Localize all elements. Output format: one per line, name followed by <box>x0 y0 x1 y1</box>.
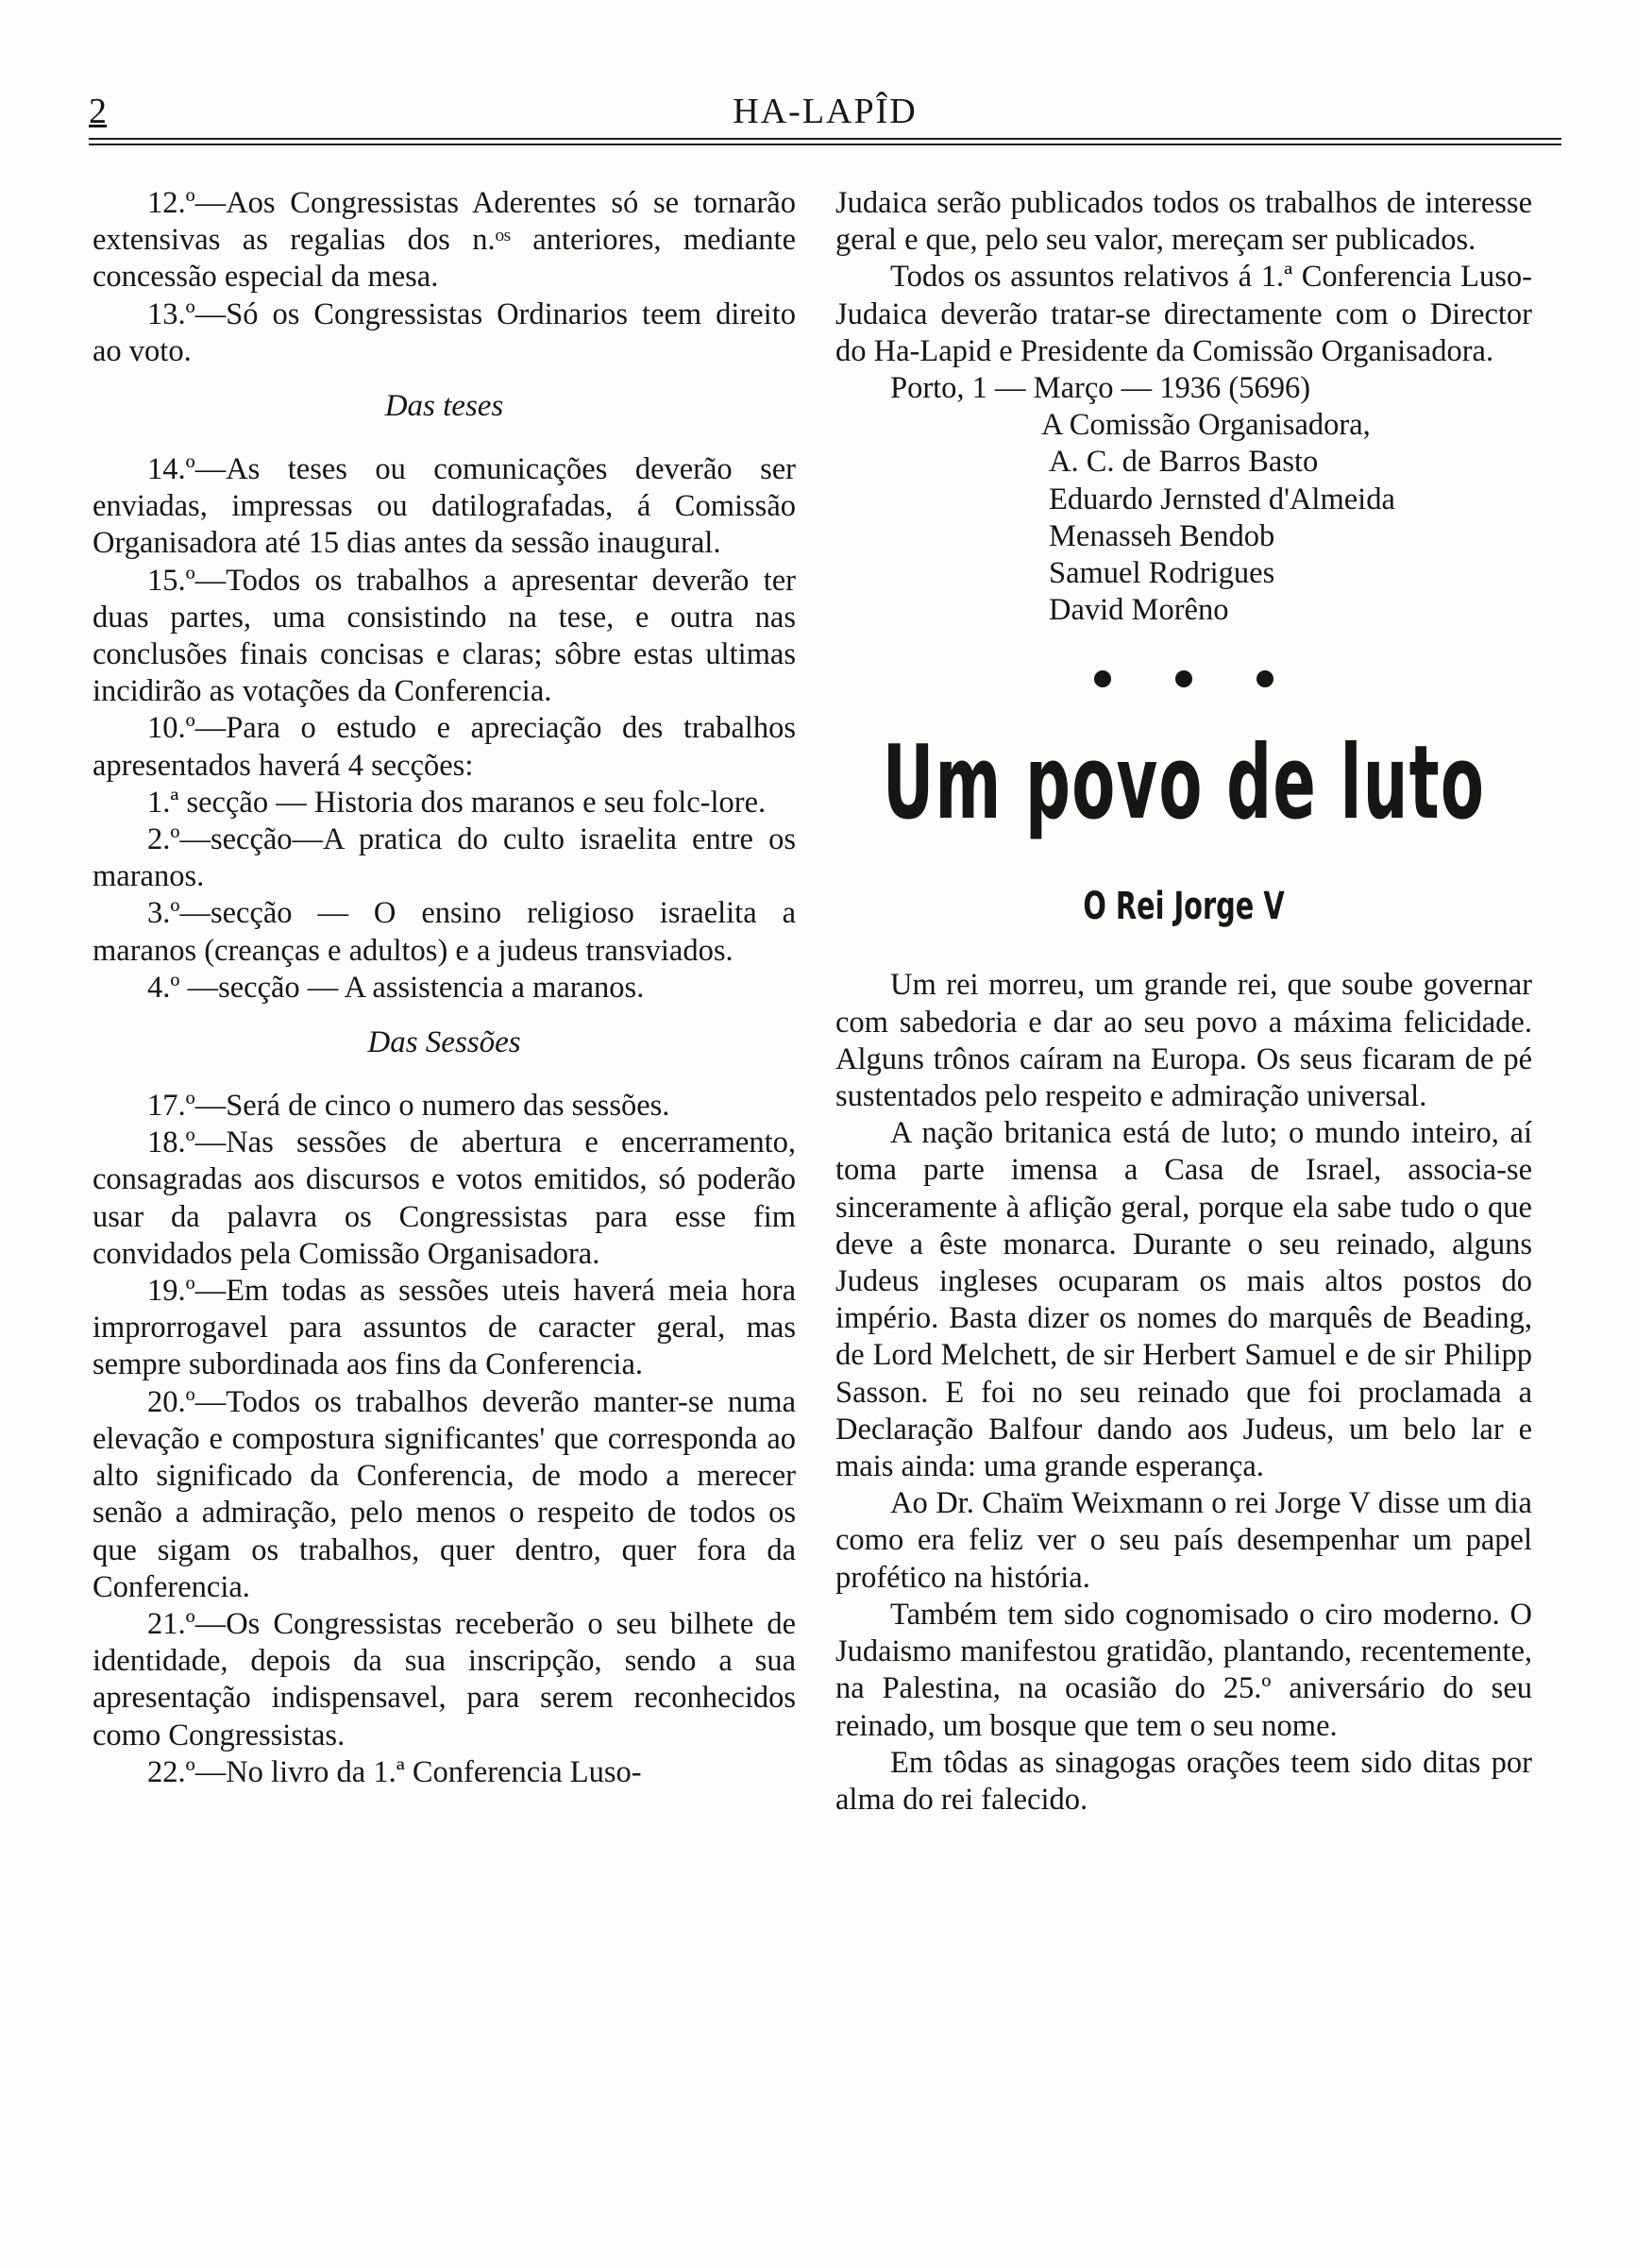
page-number: 2 <box>89 92 107 131</box>
article-16: 10.º—Para o estudo e apreciação des trabalhos apresentados haverá 4 secções: <box>93 711 796 783</box>
section-1: 1.ª secção — Historia dos maranos e seu folc-lore. <box>147 785 767 820</box>
article-19: 19.º—Em todas as sessões uteis haverá meia hora improrrogavel para assuntos de caracter geral, mas sempre subordinada aos fins da Conferencia. <box>93 1274 796 1382</box>
article-headline: Um povo de luto <box>882 724 1486 843</box>
signatory: Eduardo Jernsted d'Almeida <box>1049 482 1395 516</box>
divider-dot-icon <box>1175 670 1192 687</box>
article-21: 21.º—Os Congressistas receberão o seu bilhete de identidade, depois da sua inscripção, sendo a sua apresentação indispensavel, para serem reconhecidos como Congressistas. <box>93 1606 796 1752</box>
right-column <box>835 185 1532 2206</box>
article-paragraph: Em tôdas as sinagogas orações teem sido ditas por alma do rei falecido. <box>835 1745 1532 1817</box>
article-paragraph: Ao Dr. Chaïm Weixmann o rei Jorge V disse um dia como era feliz ver o seu país desempenhar um papel profético na história. <box>835 1486 1532 1595</box>
article-15: 15.º—Todos os trabalhos a apresentar deverão ter duas partes, uma consistindo na tese, e outra nas conclusões finais concisas e claras; sôbre estas ultimas incidirão as votações da Conferencia. <box>93 563 796 709</box>
signatory: Samuel Rodrigues <box>1049 556 1275 591</box>
article-13: 13.º—Só os Congressistas Ordinarios teem direito ao voto. <box>93 296 796 368</box>
left-column <box>93 185 796 2206</box>
article-18: 18.º—Nas sessões de abertura e encerramento, consagradas aos discursos e votos emitidos, só poderão usar da palavra os Congressistas para esse fim convidados pela Comissão Organisadora. <box>93 1126 796 1271</box>
contact-paragraph: Todos os assuntos relativos á 1.ª Conferencia Luso-Judaica deverão tratar-se directamente com o Director do Ha-Lapid e Presidente da Comissão Organisadora. <box>835 260 1532 368</box>
article-22-continued: Judaica serão publicados todos os trabalhos de interesse geral e que, pelo seu valor, mereçam ser publicados. <box>835 186 1532 258</box>
section-3: 3.º—secção — O ensino religioso israelita a maranos (creanças e adultos) e a judeus transviados. <box>93 896 796 968</box>
section-heading-sessoes: Das Sessões <box>367 1025 521 1060</box>
publication-title: HA-LAPÎD <box>733 92 918 131</box>
header-rule-top <box>89 138 1561 140</box>
signatory: A. C. de Barros Basto <box>1049 445 1319 480</box>
header-rule-bottom <box>89 144 1561 145</box>
committee-heading: A Comissão Organisadora, <box>1041 408 1371 443</box>
article-20: 20.º—Todos os trabalhos deverão manter-se numa elevação e compostura significantes' que corresponda ao alto significado da Conferencia, de modo a merecer senão a admiração, pelo menos o respeito de todos os que sigam os trabalhos, quer dentro, quer fora da Conferencia. <box>93 1384 796 1604</box>
article-paragraph: Um rei morreu, um grande rei, que soube governar com sabedoria e dar ao seu povo a máxima felicidade. Alguns trônos caíram na Europa. Os seus ficaram de pé sustentados pelo respeito e admiração universal. <box>835 968 1532 1114</box>
divider-dot-icon <box>1094 670 1111 687</box>
page-header <box>89 91 1561 132</box>
divider-dot-icon <box>1257 670 1273 687</box>
section-4: 4.º —secção — A assistencia a maranos. <box>147 970 645 1005</box>
article-22: 22.º—No livro da 1.ª Conferencia Luso- <box>147 1754 642 1789</box>
section-2: 2.º—secção—A pratica do culto israelita entre os maranos. <box>93 822 796 894</box>
article-paragraph: A nação britanica está de luto; o mundo inteiro, aí toma parte imensa a Casa de Israel, associa-se sinceramente à aflição geral, porque ela sabe tudo o que deve a êste monarca. Durante o seu reinado, alguns Judeus ingleses ocuparam os mais altos postos do império. Basta dizer os nomes do marquês de Beading, de Lord Melchett, de sir Herbert Samuel e de sir Philipp Sasson. E foi no seu reinado que foi proclamada a Declaração Balfour dando aos Judeus, um belo lar e mais ainda: uma grande esperança. <box>835 1116 1532 1484</box>
article-17: 17.º—Será de cinco o numero das sessões. <box>147 1089 670 1124</box>
article-paragraph: Também tem sido cognomisado o ciro moderno. O Judaismo manifestou gratidão, plantando, recentemente, na Palestina, na ocasião do 25.º aniversário do seu reinado, um bosque que tem o seu nome. <box>835 1597 1532 1743</box>
section-heading-teses: Das teses <box>384 389 504 424</box>
article-14: 14.º—As teses ou comunicações deverão ser enviadas, impressas ou datilografadas, á Comissão Organisadora até 15 dias antes da sessão inaugural. <box>93 452 796 561</box>
dateline: Porto, 1 — Março — 1936 (5696) <box>890 371 1311 406</box>
article-subheadline: O Rei Jorge V <box>1083 885 1285 929</box>
article-12: 12.º—Aos Congressistas Aderentes só se tornarão extensivas as regalias dos n.ᵒˢ anteriores, mediante concessão especial da mesa. <box>93 186 796 295</box>
signatory: David Morêno <box>1049 593 1229 628</box>
section-divider-dots <box>835 670 1532 697</box>
signatory: Menasseh Bendob <box>1049 518 1275 553</box>
